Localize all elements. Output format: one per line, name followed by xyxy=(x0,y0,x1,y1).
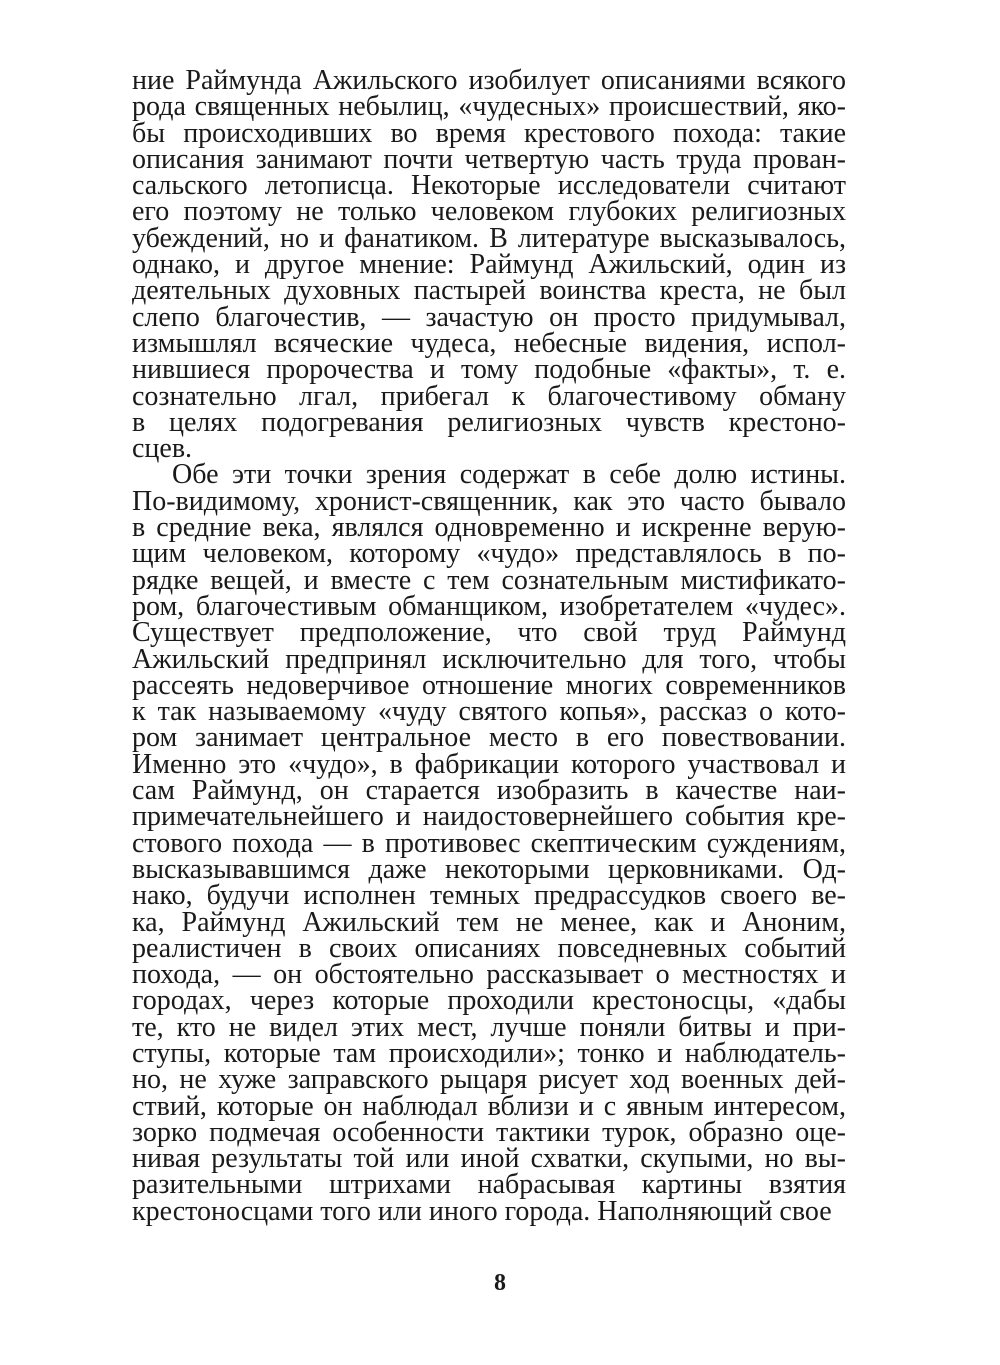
text-line: сознательно лгал, прибегал к благочестивому обману xyxy=(132,380,846,412)
page-number: 8 xyxy=(494,1270,506,1296)
text-line: те, кто не видел этих мест, лучше поняли битвы и при- xyxy=(132,1011,846,1043)
paragraph xyxy=(132,459,846,1227)
text-line: ствий, которые он наблюдал вблизи и с явным интересом, xyxy=(132,1090,846,1122)
text-line: нивая результаты той или иной схватки, скупыми, но вы- xyxy=(132,1143,846,1175)
text-line: зорко подмечая особенности тактики турок, образно оце- xyxy=(132,1116,846,1148)
text-line: По-видимому, хронист-священник, как это часто бывало xyxy=(132,485,846,517)
text-line: Именно это «чудо», в фабрикации которого участвовал и xyxy=(132,748,846,780)
text-line: примечательнейшего и наидостовернейшего события кре- xyxy=(132,801,846,833)
text-line: измышлял всяческие чудеса, небесные видения, испол- xyxy=(132,327,846,359)
text-line: сам Раймунд, он старается изобразить в качестве наи- xyxy=(132,775,846,807)
text-line: крестоносцами того или иного города. Наполняющий свое xyxy=(132,1195,832,1227)
text-line: рассеять недоверчивое отношение многих современников xyxy=(132,669,846,701)
text-line: ние Раймунда Ажильского изобилует описаниями всякого xyxy=(132,65,846,96)
text-line: ступы, которые там происходили»; тонко и наблюдатель- xyxy=(132,1037,846,1069)
text-line: в целях подогревания религиозных чувств крестоно- xyxy=(132,406,846,438)
text-line: городах, через которые проходили крестоносцы, «дабы xyxy=(132,985,846,1017)
text-line: высказывавшимся даже некоторыми церковниками. Од- xyxy=(132,853,846,885)
text-line: к так называемому «чуду святого копья», рассказ о кото- xyxy=(132,696,846,728)
text-line: нако, будучи исполнен темных предрассудков своего ве- xyxy=(132,880,846,912)
text-line: ром, благочестивым обманщиком, изобретателем «чудес». xyxy=(132,590,846,622)
text-line: слепо благочестив, — зачастую он просто придумывал, xyxy=(132,301,846,333)
paragraph xyxy=(132,65,846,465)
text-line: ром занимает центральное место в его повествовании. xyxy=(132,722,846,754)
text-line: нившиеся пророчества и тому подобные «факты», т. е. xyxy=(132,354,846,386)
body-text xyxy=(132,65,846,1227)
text-line: однако, и другое мнение: Раймунд Ажильский, один из xyxy=(132,249,846,281)
text-line: стового похода — в противовес скептическим суждениям, xyxy=(132,827,846,859)
text-line: бы происходивших во время крестового похода: такие xyxy=(132,117,846,149)
text-line: Ажильский предпринял исключительно для того, чтобы xyxy=(132,643,846,675)
text-line: описания занимают почти четвертую часть труда провaн- xyxy=(132,143,846,175)
text-line: его поэтому не только человеком глубоких религиозных xyxy=(132,196,846,228)
text-line: сальского летописца. Некоторые исследователи считают xyxy=(132,170,846,202)
text-line: разительными штрихами набрасывая картины взятия xyxy=(132,1169,846,1201)
text-line: в средние века, являлся одновременно и искренне верую- xyxy=(132,512,846,544)
text-line: щим человеком, которому «чудо» представлялось в по- xyxy=(132,538,846,570)
text-line: похода, — он обстоятельно рассказывает о местностях и xyxy=(132,959,846,991)
text-line: убеждений, но и фанатиком. В литературе высказывалось, xyxy=(132,222,846,254)
text-line: рядке вещей, и вместе с тем сознательным мистификато- xyxy=(132,564,846,596)
text-line: ка, Раймунд Ажильский тем не менее, как и Аноним, xyxy=(132,906,846,938)
text-line: деятельных духовных пастырей воинства креста, не был xyxy=(132,275,846,307)
text-line: реалистичен в своих описаниях повседневных событий xyxy=(132,932,846,964)
text-line: Обе эти точки зрения содержат в себе долю истины. xyxy=(172,459,846,491)
text-line: сцев. xyxy=(132,433,193,465)
text-line: но, не хуже заправского рыцаря рисует ход военных дей- xyxy=(132,1064,846,1096)
text-line: рода священных небылиц, «чудесных» происшествий, яко- xyxy=(132,91,846,123)
text-line: Существует предположение, что свой труд Раймунд xyxy=(132,617,846,649)
